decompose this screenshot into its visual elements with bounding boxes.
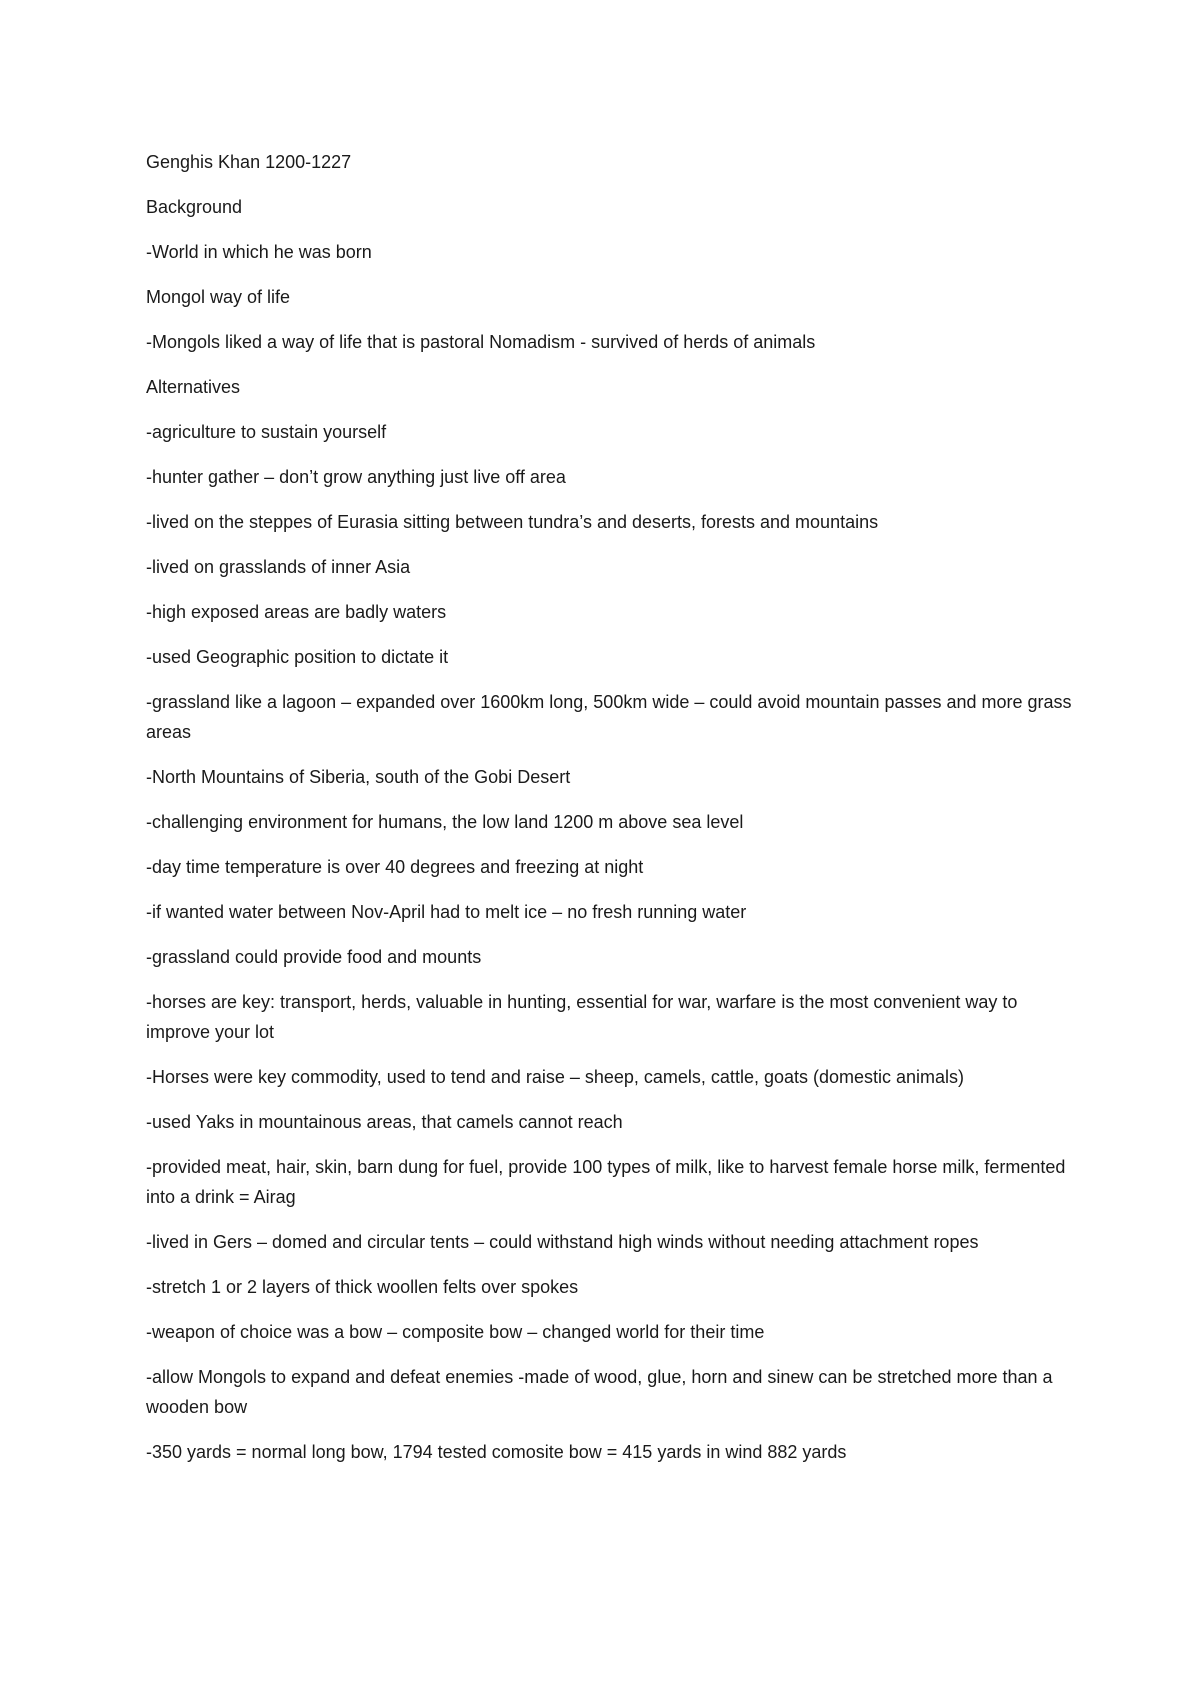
note-line: -North Mountains of Siberia, south of the Gobi Desert — [146, 767, 571, 787]
note-line: -lived on the steppes of Eurasia sitting between tundra’s and deserts, forests and mountains — [146, 512, 879, 532]
note-line: -350 yards = normal long bow, 1794 tested comosite bow = 415 yards in wind 882 yards — [146, 1442, 847, 1462]
note-line: -used Yaks in mountainous areas, that camels cannot reach — [146, 1112, 623, 1132]
note-line: -horses are key: transport, herds, valuable in hunting, essential for war, warfare is the most convenient way to improve your lot — [146, 992, 1018, 1042]
section-heading: Alternatives — [146, 377, 241, 397]
section-heading: Mongol way of life — [146, 287, 291, 307]
note-line: -day time temperature is over 40 degrees and freezing at night — [146, 857, 644, 877]
note-line: -Mongols liked a way of life that is pastoral Nomadism - survived of herds of animals — [146, 332, 816, 352]
note-line: -provided meat, hair, skin, barn dung for fuel, provide 100 types of milk, like to harvest female horse milk, fermented into a drink = Airag — [146, 1157, 1066, 1207]
note-line: -if wanted water between Nov-April had to melt ice – no fresh running water — [146, 902, 747, 922]
note-line: -World in which he was born — [146, 242, 372, 262]
document-body — [146, 147, 1076, 1482]
note-line: -used Geographic position to dictate it — [146, 647, 449, 667]
note-line: -high exposed areas are badly waters — [146, 602, 447, 622]
note-line: -challenging environment for humans, the low land 1200 m above sea level — [146, 812, 744, 832]
note-line: -grassland like a lagoon – expanded over 1600km long, 500km wide – could avoid mountain passes and more grass areas — [146, 692, 1072, 742]
note-line: -agriculture to sustain yourself — [146, 422, 387, 442]
section-heading: Background — [146, 197, 243, 217]
note-line: -allow Mongols to expand and defeat enemies -made of wood, glue, horn and sinew can be stretched more than a wooden bow — [146, 1367, 1053, 1417]
note-line: -Horses were key commodity, used to tend and raise – sheep, camels, cattle, goats (domestic animals) — [146, 1067, 965, 1087]
note-line: -lived in Gers – domed and circular tents – could withstand high winds without needing attachment ropes — [146, 1232, 979, 1252]
note-line: -stretch 1 or 2 layers of thick woollen felts over spokes — [146, 1277, 579, 1297]
note-line: -weapon of choice was a bow – composite bow – changed world for their time — [146, 1322, 765, 1342]
note-line: -lived on grasslands of inner Asia — [146, 557, 411, 577]
note-line: -hunter gather – don’t grow anything just live off area — [146, 467, 566, 487]
document-title: Genghis Khan 1200-1227 — [146, 152, 352, 172]
note-line: -grassland could provide food and mounts — [146, 947, 482, 967]
